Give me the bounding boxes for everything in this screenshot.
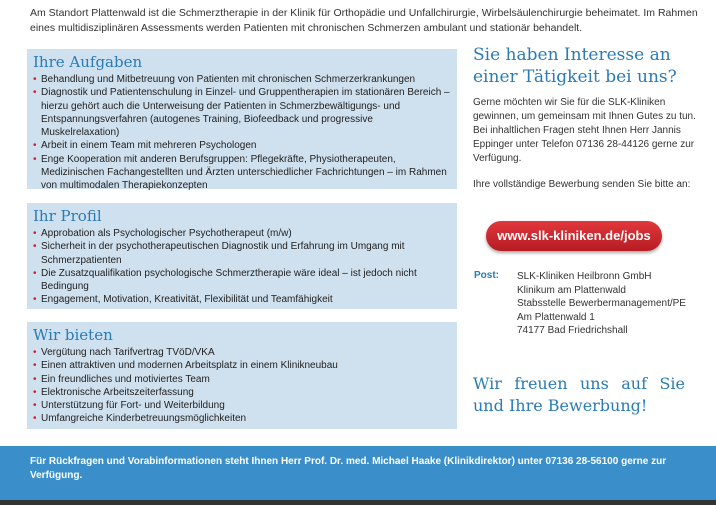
bullet-icon: • [33,294,37,306]
list-item: • Einen attraktiven und modernen Arbeitsplatz in einem Klinikneubau [33,360,338,372]
postal-address [517,270,686,338]
list-item: • Ein freundliches und motiviertes Team [33,373,210,385]
contact-text: Gerne möchten wir Sie für die SLK-Kliniken gewinnen, um gemeinsam mit Ihnen Gutes zu tun. Bei inhaltlichen Fragen steht Ihnen Herr Jannis Eppinger unter Telefon 07136 28-44126 gerne zur Verfügung. [473,97,696,164]
address-line: Klinikum am Plattenwald [517,284,626,296]
bullet-icon: • [33,373,37,385]
section-wir-bieten [27,322,457,429]
bullet-icon: • [33,413,37,425]
section-title: Ihr Profil [33,207,102,225]
address-line: 74177 Bad Friedrichshall [517,325,628,337]
list-item: • Approbation als Psychologischer Psychotherapeut (m/w) [33,228,292,239]
bullet-icon: • [33,360,37,372]
list-item: • Sicherheit in der psychotherapeutischen Diagnostik und Erfahrung im Umgang mit Schmerzpatienten [33,241,405,266]
bullet-icon: • [33,267,37,279]
bullet-icon: • [33,386,37,398]
list-item: • Enge Kooperation mit anderen Berufsgruppen: Pflegekräfte, Physiotherapeuten, Medizinischen Fachangestellten und Ärzten unterschiedlicher Fachrichtungen – im Rahmen von multimodalen Therapiekonzepten [33,153,447,192]
bottom-bar [0,500,716,505]
jobs-link-button[interactable]: www.slk-kliniken.de/jobs [486,221,662,251]
footer-contact: Für Rückfragen und Vorabinformationen steht Ihnen Herr Prof. Dr. med. Michael Haake (Klinikdirektor) unter 07136 28-56100 gerne zur Verfügung. [0,446,716,500]
list-item: • Engagement, Motivation, Kreativität, Flexibilität und Teamfähigkeit [33,294,333,306]
bullet-icon: • [33,87,37,99]
contact-column [473,44,709,192]
address-line: SLK-Kliniken Heilbronn GmbH [517,271,652,282]
section-aufgaben [27,49,457,192]
list-item: • Arbeit in einem Team mit mehreren Psychologen [33,140,257,152]
interest-heading: Sie haben Interesse an einer Tätigkeit bei uns? [473,45,677,87]
list-item: • Vergütung nach Tarifvertrag TVöD/VKA [33,347,215,358]
bullet-list [33,227,451,307]
bullet-icon: • [33,140,37,152]
bullet-list [33,73,451,193]
address-line: Stabsstelle Bewerbermanagement/PE [517,298,686,310]
address-line: Am Plattenwald 1 [517,311,595,323]
list-item: • Elektronische Arbeitszeiterfassung [33,386,194,398]
bullet-list [33,346,451,426]
section-profil [27,203,457,309]
post-label: Post: [474,270,499,281]
bullet-icon: • [33,153,37,165]
application-note: Ihre vollständige Bewerbung senden Sie bitte an: [473,179,691,190]
closing-text: Wir freuen uns auf Sie und Ihre Bewerbung! [473,374,685,415]
section-title: Wir bieten [33,326,113,344]
bullet-icon: • [33,228,37,239]
list-item: • Diagnostik und Patientenschulung in Einzel- und Gruppentherapien im stationären Bereich – hierzu gehört auch die Unterweisung der Patienten in Schmerzbewältigungs- und Entspannungsverfahren (autogenes Training, Biofeedback und progressive Muskelrelaxation) [33,87,450,139]
list-item: • Unterstützung für Fort- und Weiterbildung [33,400,225,412]
bullet-icon: • [33,400,37,412]
section-title: Ihre Aufgaben [33,53,143,71]
bullet-icon: • [33,74,37,85]
bullet-icon: • [33,347,37,358]
list-item: • Umfangreiche Kinderbetreuungsmöglichkeiten [33,413,247,425]
intro-text: Am Standort Plattenwald ist die Schmerztherapie in der Klinik für Orthopädie und Unfallchirurgie, Wirbelsäulenchirurgie beheimatet. Im Rahmen eines multidisziplinären Assessments werden Patienten mit chronischen Schmerzen ambulant und stationär behandelt. [30,7,698,34]
list-item: • Behandlung und Mitbetreuung von Patienten mit chronischen Schmerzerkrankungen [33,74,416,85]
list-item: • Die Zusatzqualifikation psychologische Schmerztherapie wäre ideal – ist jedoch nicht Bedingung [33,267,417,293]
bullet-icon: • [33,241,37,253]
